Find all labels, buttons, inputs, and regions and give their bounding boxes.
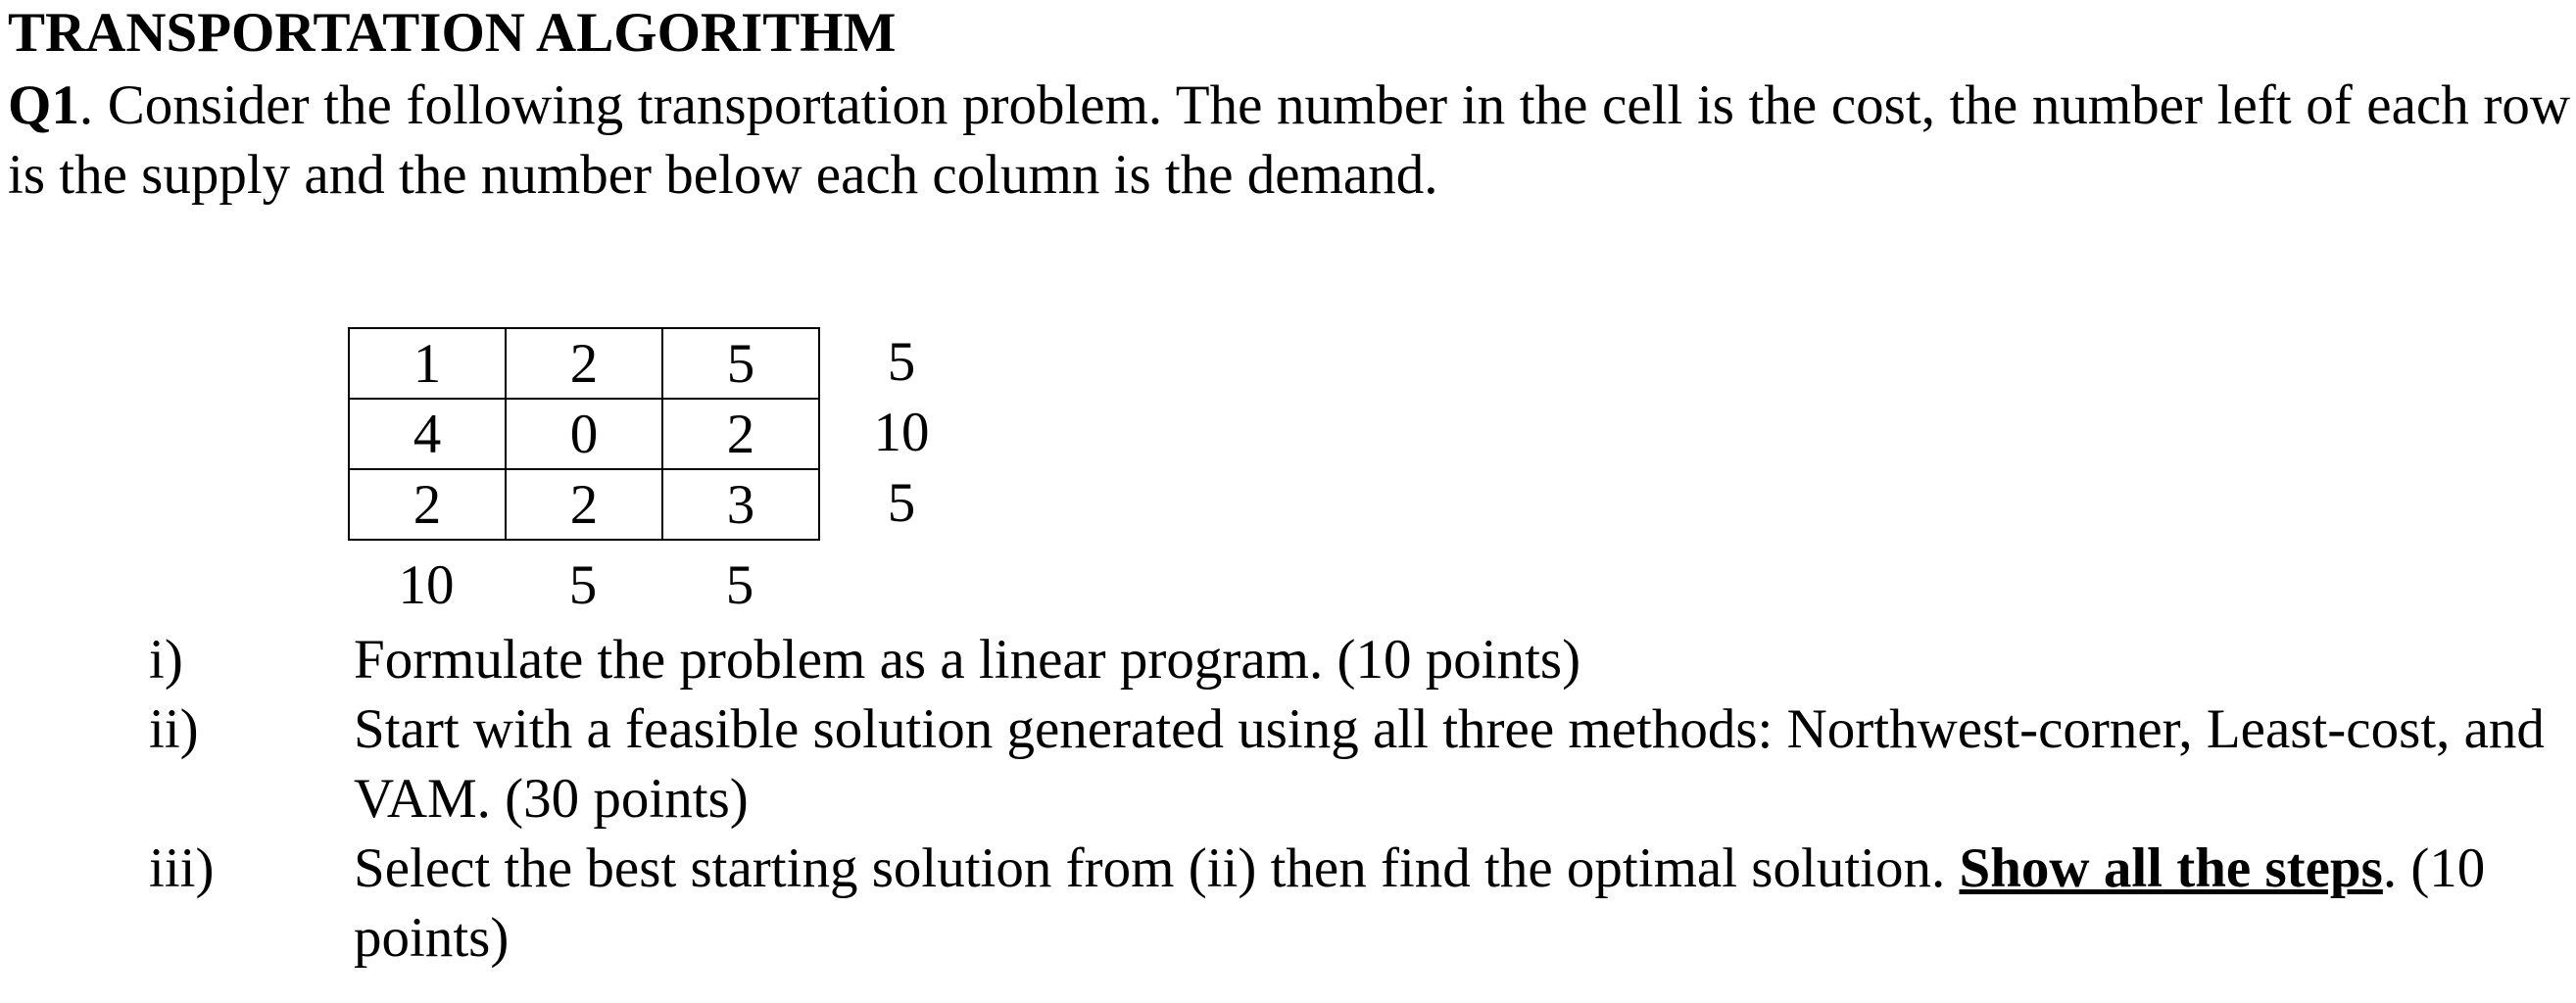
demand-value: 5 (725, 554, 754, 616)
cost-cell: 3 (662, 469, 819, 540)
item-text: Start with a feasible solution generated using all three methods: Northwest-corner, Least-cost, and VAM. (30 points) (354, 698, 2545, 830)
cost-cell: 2 (506, 469, 662, 540)
demand-value: 5 (568, 554, 598, 616)
cost-cell: 2 (349, 469, 506, 540)
item-emphasis: Show all the steps (1959, 837, 2383, 899)
item-label: iii) (149, 837, 215, 899)
cost-cell: 2 (662, 399, 819, 469)
cost-cell: 5 (662, 328, 819, 399)
item-label: i) (149, 629, 183, 691)
cost-table-row (349, 469, 819, 540)
cost-cell: 1 (349, 328, 506, 399)
item-text (354, 834, 2570, 973)
supply-value: 10 (873, 402, 930, 463)
question-text: . Consider the following transportation problem. The number in the cell is the cost, the number left of each row is the supply and the number below each column is the demand. (8, 74, 2570, 206)
supply-value: 5 (887, 331, 916, 393)
cost-table-row (349, 328, 819, 399)
question-intro (8, 71, 2570, 210)
item-text: Formulate the problem as a linear program. (10 points) (354, 629, 1581, 691)
question-number: Q1 (8, 74, 79, 136)
item-text-part: Select the best starting solution from (ii) then find the optimal solution. (354, 837, 1960, 899)
cost-table-row (349, 399, 819, 469)
cost-table (348, 327, 820, 541)
demand-value: 10 (398, 554, 455, 616)
page-title: TRANSPORTATION ALGORITHM (8, 2, 897, 64)
item-text-part: . (10 points) (354, 837, 2486, 969)
item-label: ii) (149, 698, 199, 760)
supply-value: 5 (887, 472, 916, 534)
cost-cell: 0 (506, 399, 662, 469)
cost-cell: 2 (506, 328, 662, 399)
cost-cell: 4 (349, 399, 506, 469)
